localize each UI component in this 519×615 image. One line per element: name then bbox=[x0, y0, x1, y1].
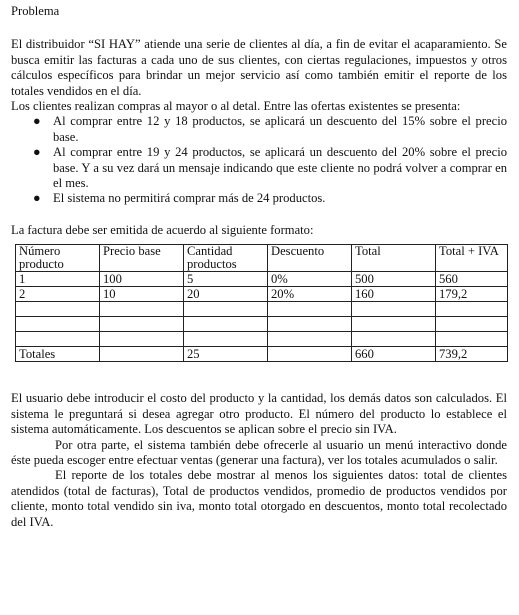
table-cell: 179,2 bbox=[436, 287, 508, 302]
document-title: Problema bbox=[11, 4, 60, 18]
column-header: Descuento bbox=[268, 245, 352, 272]
bullet-icon: ● bbox=[33, 114, 41, 129]
table-cell bbox=[268, 347, 352, 362]
table-totals-row bbox=[16, 347, 508, 362]
column-header: Número producto bbox=[16, 245, 100, 272]
table-cell bbox=[184, 332, 268, 347]
table-cell bbox=[16, 332, 100, 347]
offer-item bbox=[33, 114, 507, 145]
table-cell: 2 bbox=[16, 287, 100, 302]
column-header: Total + IVA bbox=[436, 245, 508, 272]
offer-text: Al comprar entre 19 y 24 productos, se aplicará un descuento del 20% sobre el precio base. Y a su vez dará un mensaje indicando que este cliente no podrá volver a comprar en el mes. bbox=[53, 145, 507, 191]
spacer bbox=[11, 362, 507, 391]
table-cell bbox=[436, 317, 508, 332]
table-row bbox=[16, 287, 508, 302]
column-header: Precio base bbox=[100, 245, 184, 272]
table-cell bbox=[100, 332, 184, 347]
table-cell bbox=[100, 347, 184, 362]
format-intro: La factura debe ser emitida de acuerdo al siguiente formato: bbox=[11, 222, 314, 237]
table-header-row bbox=[16, 245, 508, 272]
spacer bbox=[11, 207, 507, 223]
table-cell bbox=[352, 302, 436, 317]
table-cell bbox=[436, 302, 508, 317]
table-cell bbox=[184, 317, 268, 332]
table-cell bbox=[436, 332, 508, 347]
table-cell: 560 bbox=[436, 272, 508, 287]
offer-text: El sistema no permitirá comprar más de 24 productos. bbox=[53, 191, 326, 206]
table-row bbox=[16, 302, 508, 317]
table-cell: 500 bbox=[352, 272, 436, 287]
offer-text: Al comprar entre 12 y 18 productos, se aplicará un descuento del 15% sobre el precio base. bbox=[53, 114, 507, 144]
bullet-icon: ● bbox=[33, 145, 41, 160]
table-cell bbox=[16, 302, 100, 317]
table-cell: 5 bbox=[184, 272, 268, 287]
invoice-table bbox=[15, 244, 508, 362]
table-cell: 160 bbox=[352, 287, 436, 302]
table-cell bbox=[352, 332, 436, 347]
bullet-icon: ● bbox=[33, 191, 41, 206]
table-row bbox=[16, 272, 508, 287]
offers-list bbox=[11, 114, 507, 206]
user-input-paragraph: El usuario debe introducir el costo del producto y la cantidad, los demás datos son calculados. El sistema le preguntará si desea agregar otro producto. El número del producto lo establece el sistema automáticamente. Los descuentos se aplican sobre el precio sin IVA. bbox=[11, 391, 507, 437]
table-cell bbox=[268, 317, 352, 332]
table-cell: 739,2 bbox=[436, 347, 508, 362]
table-cell: 10 bbox=[100, 287, 184, 302]
offer-item bbox=[33, 145, 507, 191]
table-cell bbox=[268, 332, 352, 347]
offers-intro-paragraph: Los clientes realizan compras al mayor o al detal. Entre las ofertas existentes se presenta: bbox=[11, 99, 461, 114]
report-paragraph: El reporte de los totales debe mostrar al menos los siguientes datos: total de clientes atendidos (total de facturas), Total de productos vendidos, promedio de productos vendidos por cliente, monto total vendido sin iva, monto total otorgado en descuentos, monto total recolectado del IVA. bbox=[11, 468, 507, 529]
table-cell: 25 bbox=[184, 347, 268, 362]
table-cell: 1 bbox=[16, 272, 100, 287]
table-cell bbox=[100, 302, 184, 317]
table-cell bbox=[100, 317, 184, 332]
column-header: Total bbox=[352, 245, 436, 272]
table-cell bbox=[16, 317, 100, 332]
intro-paragraph: El distribuidor “SI HAY” atiende una serie de clientes al día, a fin de evitar el acaparamiento. Se busca emitir las facturas a cada uno de sus clientes, con ciertas regulaciones, impuestos y otros cálculos específicos para brindar un mejor servicio así como también emitir el reporte de los totales vendidos en el día. bbox=[11, 37, 507, 98]
column-header: Cantidad productos bbox=[184, 245, 268, 272]
table-cell: 100 bbox=[100, 272, 184, 287]
table-cell bbox=[352, 317, 436, 332]
document-page bbox=[11, 4, 507, 530]
table-cell bbox=[184, 302, 268, 317]
table-cell: 20% bbox=[268, 287, 352, 302]
table-cell bbox=[268, 302, 352, 317]
table-cell: Totales bbox=[16, 347, 100, 362]
table-cell: 660 bbox=[352, 347, 436, 362]
table-row bbox=[16, 317, 508, 332]
menu-paragraph: Por otra parte, el sistema también debe ofrecerle al usuario un menú interactivo donde éste pueda escoger entre efectuar ventas (generar una factura), ver los totales acumulados o salir. bbox=[11, 437, 507, 467]
table-cell: 0% bbox=[268, 272, 352, 287]
table-cell: 20 bbox=[184, 287, 268, 302]
table-row bbox=[16, 332, 508, 347]
offer-item bbox=[33, 191, 507, 206]
